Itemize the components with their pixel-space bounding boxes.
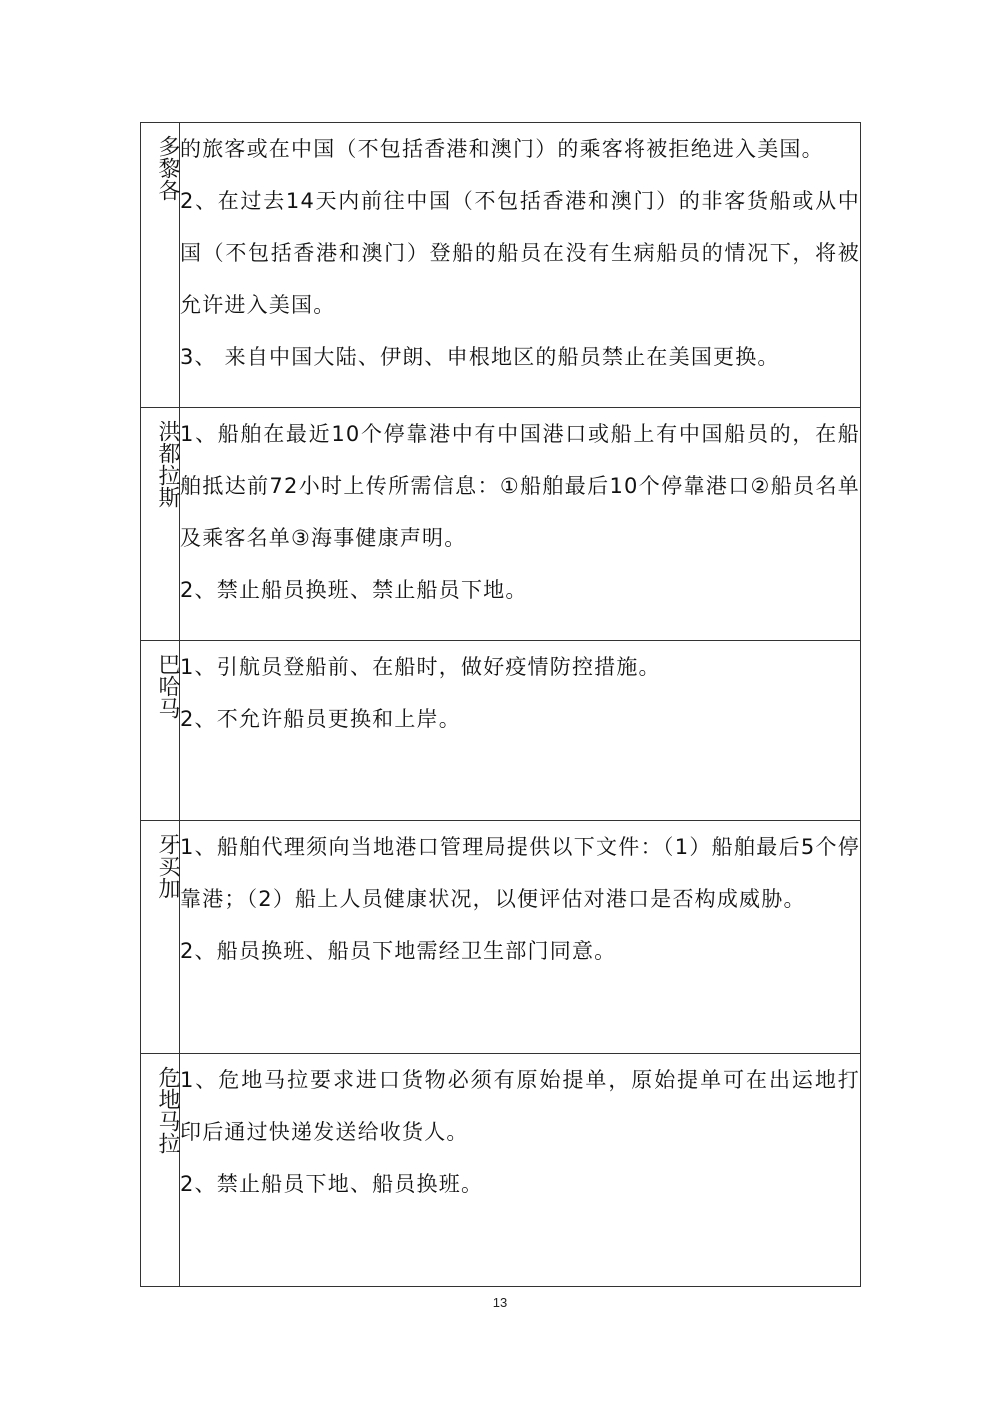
country-name: 巴哈马 bbox=[155, 653, 180, 719]
measure-text: 1、引航员登船前、在船时，做好疫情防控措施。 bbox=[180, 655, 661, 679]
measure-text: 的旅客或在中国（不包括香港和澳门）的乘客将被拒绝进入美国。 bbox=[180, 137, 824, 161]
measures-cell bbox=[180, 1054, 861, 1287]
measure-text: 3、 来自中国大陆、伊朗、申根地区的船员禁止在美国更换。 bbox=[180, 345, 780, 369]
country-cell bbox=[141, 641, 180, 821]
measures-cell bbox=[180, 123, 861, 408]
table-row bbox=[141, 123, 861, 408]
measure-text: 2、不允许船员更换和上岸。 bbox=[180, 707, 461, 731]
country-cell bbox=[141, 1054, 180, 1287]
measures-cell bbox=[180, 641, 861, 821]
measure-text: 2、禁止船员换班、禁止船员下地。 bbox=[180, 578, 528, 602]
page-number: 13 bbox=[492, 1295, 508, 1310]
measure-text: 2、禁止船员下地、船员换班。 bbox=[180, 1172, 484, 1196]
country-name: 洪都拉斯 bbox=[155, 420, 180, 508]
measure-text: 2、在过去14天内前往中国（不包括香港和澳门）的非客货船或从中国（不包括香港和澳门）登船的船员在没有生病船员的情况下，将被允许进入美国。 bbox=[180, 189, 860, 317]
country-name: 多黎各 bbox=[155, 135, 180, 201]
country-measures-table bbox=[140, 122, 861, 1287]
measure-text: 1、危地马拉要求进口货物必须有原始提单，原始提单可在出运地打印后通过快递发送给收货人。 bbox=[180, 1068, 860, 1144]
country-cell bbox=[141, 408, 180, 641]
measure-text: 2、船员换班、船员下地需经卫生部门同意。 bbox=[180, 939, 617, 963]
table-row bbox=[141, 408, 861, 641]
country-cell bbox=[141, 821, 180, 1054]
country-cell bbox=[141, 123, 180, 408]
country-name: 牙买加 bbox=[155, 833, 180, 899]
table-row bbox=[141, 641, 861, 821]
measures-cell bbox=[180, 408, 861, 641]
country-name: 危地马拉 bbox=[155, 1066, 180, 1154]
table-row bbox=[141, 1054, 861, 1287]
measure-text: 1、船舶在最近10个停靠港中有中国港口或船上有中国船员的，在船舶抵达前72小时上传所需信息：①船舶最后10个停靠港口②船员名单及乘客名单③海事健康声明。 bbox=[180, 422, 860, 550]
table-row bbox=[141, 821, 861, 1054]
measures-cell bbox=[180, 821, 861, 1054]
measure-text: 1、船舶代理须向当地港口管理局提供以下文件：（1）船舶最后5个停靠港；（2）船上人员健康状况，以便评估对港口是否构成威胁。 bbox=[180, 835, 860, 911]
